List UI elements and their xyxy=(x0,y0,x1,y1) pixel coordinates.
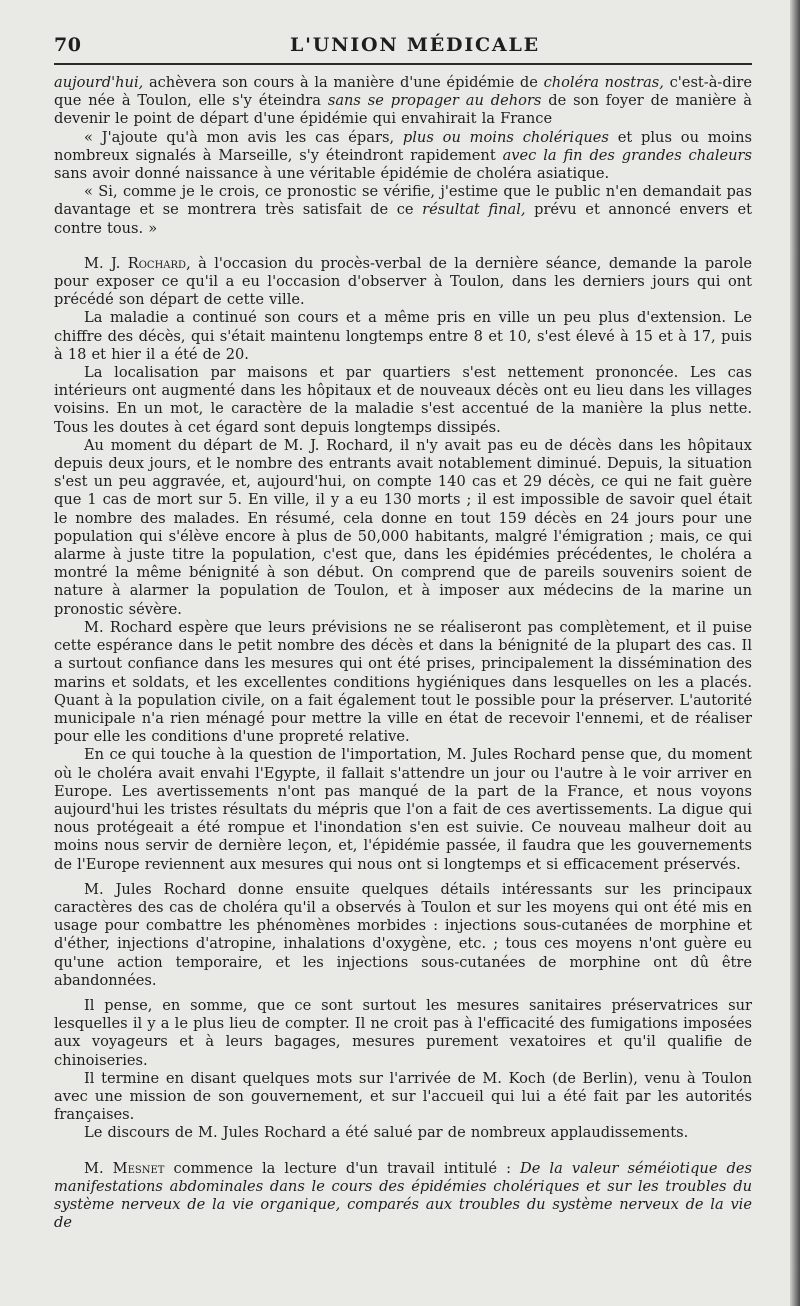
paragraph xyxy=(54,74,752,129)
paragraph xyxy=(54,746,752,873)
italic-run: choléra nostras, xyxy=(543,74,664,91)
small-caps-name: Rochard, xyxy=(127,254,191,272)
paragraph xyxy=(54,997,752,1070)
paragraph xyxy=(54,1160,752,1233)
text-run: à l'occasion du procès-verbal de la dernière séance, demande la parole pour exposer ce qu'il a eu l'occasion d'observer à Toulon, dans les derniers jours qui ont précédé son départ de cette ville. xyxy=(54,254,753,309)
text-run: M. Rochard espère que leurs prévisions ne se réaliseront pas complètement, et il puise cette espérance dans le petit nombre des décès et dans la bénignité de la plupart des cas. Il a surtout confiance dans les mesures qui ont été prises, principalement la dissémination des marins et soldats, et les excellentes conditions hygiéniques dans lesquelles on les a placés. Quant à la population civile, on a fait également tout le possible pour la préserver. L'autorité municipale n'a rien ménagé pour mettre la ville en état de recevoir l'ennemi, et de réaliser pour elle les conditions d'une propreté relative. xyxy=(54,618,752,746)
paragraph xyxy=(54,309,752,364)
text-run: achèvera son cours à la manière d'une épidémie de xyxy=(143,74,544,91)
text-run: La localisation par maisons et par quartiers s'est nettement prononcée. Les cas intérieurs ont augmenté dans les hôpitaux et de nouveaux décès ont eu lieu dans les villages voisins. En un mot, le caractère de la maladie s'est accentué de la manière la plus nette. Tous les doutes à cet égard sont depuis longtemps dissipés. xyxy=(54,364,752,436)
text-run: c'est-à-dire que née à Toulon, elle s'y éteindra xyxy=(54,74,752,110)
page-number: 70 xyxy=(54,34,82,56)
text-run: Il pense, en somme, que ce sont surtout les mesures sanitaires préservatrices sur lesquelles il y a le plus lieu de compter. Il ne croit pas à l'efficacité des fumigations imposées aux voyageurs et à leurs bagages, mesures purement vexatoires et qu'il qualifie de chinoiseries. xyxy=(54,996,752,1069)
text-run: Au moment du départ de M. J. Rochard, il n'y avait pas eu de décès dans les hôpitaux depuis deux jours, et le nombre des entrants avait notablement diminué. Depuis, la situation s'est un peu aggravée, et, aujourd'hui, on compte 140 cas et 29 décès, ce qui ne fait guère que 1 cas de mort sur 5. En ville, il y a eu 130 morts ; il est impossible de savoir quel était le nombre des malades. En résumé, cela donne en tout 159 décès en 24 jours pour une population qui s'élève encore à plus de 50,000 habitants, malgré l'émigration ; mais, ce qui alarme à juste titre la population, c'est que, dans les épidémies précédentes, le choléra a montré la même bénignité à son début. On comprend que de pareils souvenirs soient de nature à alarmer la population de Toulon, et à imposer aux médecins de la marine un pronostic sévère. xyxy=(54,436,752,618)
paragraph xyxy=(54,364,752,437)
header-rule xyxy=(54,63,752,65)
text-run: de son foyer de manière à devenir le point de départ d'une épidémie qui envahirait la France xyxy=(54,92,752,128)
paragraph xyxy=(54,1070,752,1125)
paragraph xyxy=(54,183,752,238)
text-run: Il termine en disant quelques mots sur l'arrivée de M. Koch (de Berlin), venu à Toulon avec une mission de son gouvernement, et sur l'accueil qui lui a été fait par les autorités françaises. xyxy=(54,1069,752,1124)
page-header xyxy=(54,32,752,58)
small-caps-name: Mesnet xyxy=(112,1159,165,1177)
italic-run: avec la fin des grandes chaleurs xyxy=(502,146,753,164)
text-run: « J'ajoute qu'à mon avis les cas épars, xyxy=(84,128,403,146)
text-run: Le discours de M. Jules Rochard a été salué par de nombreux applaudissements. xyxy=(84,1124,689,1142)
text-run: prévu et annoncé envers et contre tous. » xyxy=(54,201,752,237)
italic-run: sans se propager au dehors xyxy=(327,92,542,110)
paragraph xyxy=(54,129,752,184)
text-run: La maladie a continué son cours et a même pris en ville un peu plus d'extension. Le chiffre des décès, qui s'était maintenu longtemps entre 8 et 10, s'est élevé à 15 et à 17, puis à 18 et hier il a été de 20. xyxy=(54,309,752,363)
body-text xyxy=(54,74,752,1232)
paragraph xyxy=(54,881,752,990)
paragraph xyxy=(54,1124,752,1142)
running-title: L'UNION MÉDICALE xyxy=(290,34,540,56)
paragraph xyxy=(54,255,752,310)
text-run: sans avoir donné naissance à une véritable épidémie de choléra asiatique. xyxy=(54,165,610,183)
paragraph xyxy=(54,437,752,619)
text-run: M. Jules Rochard donne ensuite quelques détails intéressants sur les principaux caractères des cas de choléra qu'il a observés à Toulon et sur les moyens qui ont été mis en usage pour combattre les phénomènes morbides : injections sous-cutanées de morphine et d'éther, injections d'atropine, inhalations d'oxygène, etc. ; tous ces moyens n'ont guère eu qu'une action temporaire, et les injections sous-cutanées de morphine ont dû être abandonnées. xyxy=(54,880,752,989)
italic-run: plus ou moins cholériques xyxy=(402,128,609,146)
paragraph xyxy=(54,619,752,746)
text-run: et plus ou moins nombreux signalés à Marseille, s'y éteindront rapidement xyxy=(54,128,752,164)
book-spine-edge xyxy=(790,0,800,1306)
text-run: En ce qui touche à la question de l'importation, M. Jules Rochard pense que, du moment où le choléra avait envahi l'Egypte, il fallait s'attendre un jour ou l'autre à le voir arriver en Europe. Les avertissements n'ont pas manqué de la part de la France, et nous voyons aujourd'hui les tristes résultats du mépris que l'on a fait de ces avertissements. La digue qui nous protégeait a été rompue et l'inondation s'en est suivie. Ce nouveau malheur doit au moins nous servir de dernière leçon, et, l'épidémie passée, il faudra que les gouvernements de l'Europe reviennent aux mesures qui nous ont si longtemps et si efficacement préservés. xyxy=(54,746,752,873)
text-run: M. J. xyxy=(84,254,128,272)
text-run: M. xyxy=(84,1159,113,1177)
italic-run: De la valeur séméiotique des manifestations abdominales dans le cours des épidémies cholériques et sur les troubles du système nerveux de la vie organique, comparés aux troubles du système nerveux de la vie de xyxy=(54,1159,752,1232)
text-run: « Si, comme je le crois, ce pronostic se vérifie, j'estime que le public n'en demandait pas davantage et se montrera très satisfait de ce xyxy=(54,183,752,219)
italic-run: résultat final, xyxy=(422,201,526,219)
text-run: commence la lecture d'un travail intitulé : xyxy=(164,1159,521,1177)
italic-run: aujourd'hui, xyxy=(54,74,144,91)
